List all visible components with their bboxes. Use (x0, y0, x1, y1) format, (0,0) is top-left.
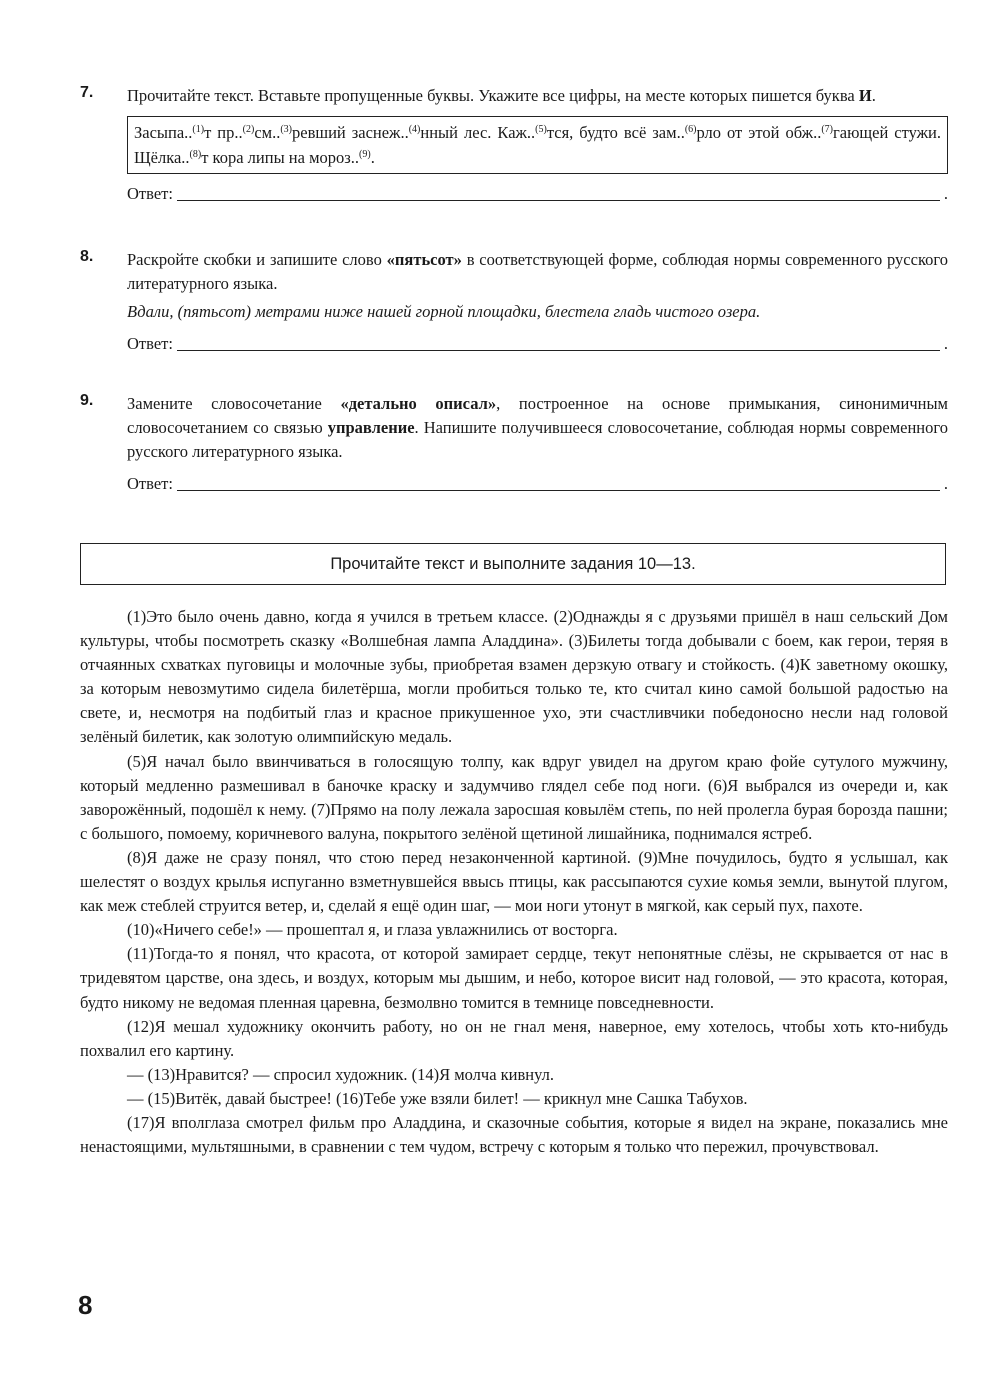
task-number: 8. (80, 248, 94, 265)
task-8 (80, 248, 948, 356)
link-type: управление (327, 418, 415, 437)
section-header-text: Прочитайте текст и выполните задания 10—13. (330, 554, 696, 573)
page-number: 8 (78, 1290, 93, 1320)
paragraph: (10)«Ничего себе!» — прошептал я, и глаза увлажнились от восторга. (127, 920, 618, 940)
paragraph: — (13)Нравится? — спросил художник. (14)Я молча кивнул. (127, 1064, 555, 1084)
answer-line[interactable] (177, 199, 940, 201)
task-sentence: Вдали, (пятьсот) метрами ниже нашей горной площадки, блестела гладь чистого озера. (127, 302, 761, 321)
task-instruction: Замените словосочетание «детально описал», построенное на основе примыкания, синонимичным словосочетанием со связью управление. Напишите получившееся словосочетание, соблюдая нормы современного русского литературного языка. (127, 394, 949, 461)
answer-field[interactable]: Ответ: . (127, 472, 948, 496)
reading-text (80, 605, 948, 1159)
paragraph: (8)Я даже не сразу понял, что стою перед незаконченной картиной. (9)Мне почудилось, будто я услышал, как шелестят о воздух крылья испуганно взметнувшейся ввысь птицы, как рассыпаются сухие комья земли, вынутой плугом, как меж стеблей струится ветер, и, сделай я ещё один шаг, — мои ноги утонут в мягкой, как серый пух, пахоте. (80, 847, 948, 916)
task-number: 9. (80, 392, 94, 409)
answer-field[interactable]: Ответ: . (127, 182, 948, 206)
task-number: 7. (80, 84, 94, 101)
paragraph: (12)Я мешал художнику окончить работу, но он не гнал меня, наверное, ему хотелось, чтобы хоть кто-нибудь похвалил его картину. (80, 1016, 948, 1060)
answer-label: Ответ: (127, 334, 173, 353)
task-text-box: Засыпа..$^{(1)}$т пр..$^{(2)}$см..$^{(3)}$ревший заснеж..$^{(4)}$нный лес. Каж..$^{(5)}$тся, будто всё зам..$^{(6)}$рло от этой обж..$^{(7)}$гающей стужи. Щёлка..$^{(8)}$т кора липы на мороз..$^{(9)}$. (127, 116, 948, 174)
task-7 (80, 84, 948, 206)
task-instruction: Раскройте скобки и запишите слово «пятьсот» в соответствующей форме, соблюдая нормы современного русского литературного языка. (127, 250, 948, 293)
letter-i: И (858, 86, 872, 105)
answer-field[interactable]: Ответ: . (127, 332, 948, 356)
answer-label: Ответ: (127, 184, 173, 203)
paragraph: (1)Это было очень давно, когда я учился в третьем классе. (2)Однажды я с друзьями пришёл в наш сельский Дом культуры, чтобы посмотреть сказку «Волшебная лампа Аладдина». (3)Билеты тогда добывали с боем, как герои, теряя в отчаянных схватках пуговицы и молочные зубы, приобретая взамен дерзкую отвагу и стойкость. (4)К заветному окошку, за которым невозмутимо сидела билетёрша, могли пробиться только те, кто считал кино самой большой радостью на свете, и, несмотря на подбитый глаз и красное прикушенное ухо, эти счастливчики победоносно несли над головой зелёный билетик, как золотую олимпийскую медаль. (80, 607, 948, 747)
answer-line[interactable] (177, 489, 940, 491)
section-header (80, 543, 946, 585)
paragraph: (5)Я начал было ввинчиваться в голосящую толпу, как вдруг увидел на другом краю фойе сутулого мужчину, который медленно размешивал в баночке краску и задумчиво глядел себе под ноги. (6)Я выбрался из очереди и, как заворожённый, подошёл к нему. (7)Прямо на полу лежала заросшая ковылём степь, по ней пролегла бурая борозда пашни; с большого, помоему, коричневого валуна, покрытого зелёной щетиной лишайника, поднимался ястреб. (80, 751, 948, 843)
task-9 (80, 392, 948, 496)
paragraph: (17)Я вполглаза смотрел фильм про Аладдина, и сказочные события, которые я видел на экране, показались мне ненастоящими, мультяшными, в сравнении с тем чудом, встречу с которым я только что пережил, прочувствовал. (80, 1112, 948, 1157)
paragraph: (11)Тогда-то я понял, что красота, от которой замирает сердце, текут непонятные слёзы, не скрывается от нас в тридевятом царстве, она здесь, и воздух, которым мы дышим, и небо, которое висит над головой, — это красота, которая, будто никому не ведомая пленная царевна, безмолвно томится в темнице повседневности. (80, 944, 948, 1012)
task-instruction: Прочитайте текст. Вставьте пропущенные буквы. Укажите все цифры, на месте которых пишется буква И. (127, 86, 876, 105)
answer-line[interactable] (177, 349, 940, 351)
target-phrase: «детально описал» (340, 394, 497, 413)
paragraph: — (15)Витёк, давай быстрее! (16)Тебе уже взяли билет! — крикнул мне Сашка Табухов. (127, 1088, 748, 1108)
target-word: «пятьсот» (386, 250, 462, 269)
answer-label: Ответ: (127, 474, 173, 493)
